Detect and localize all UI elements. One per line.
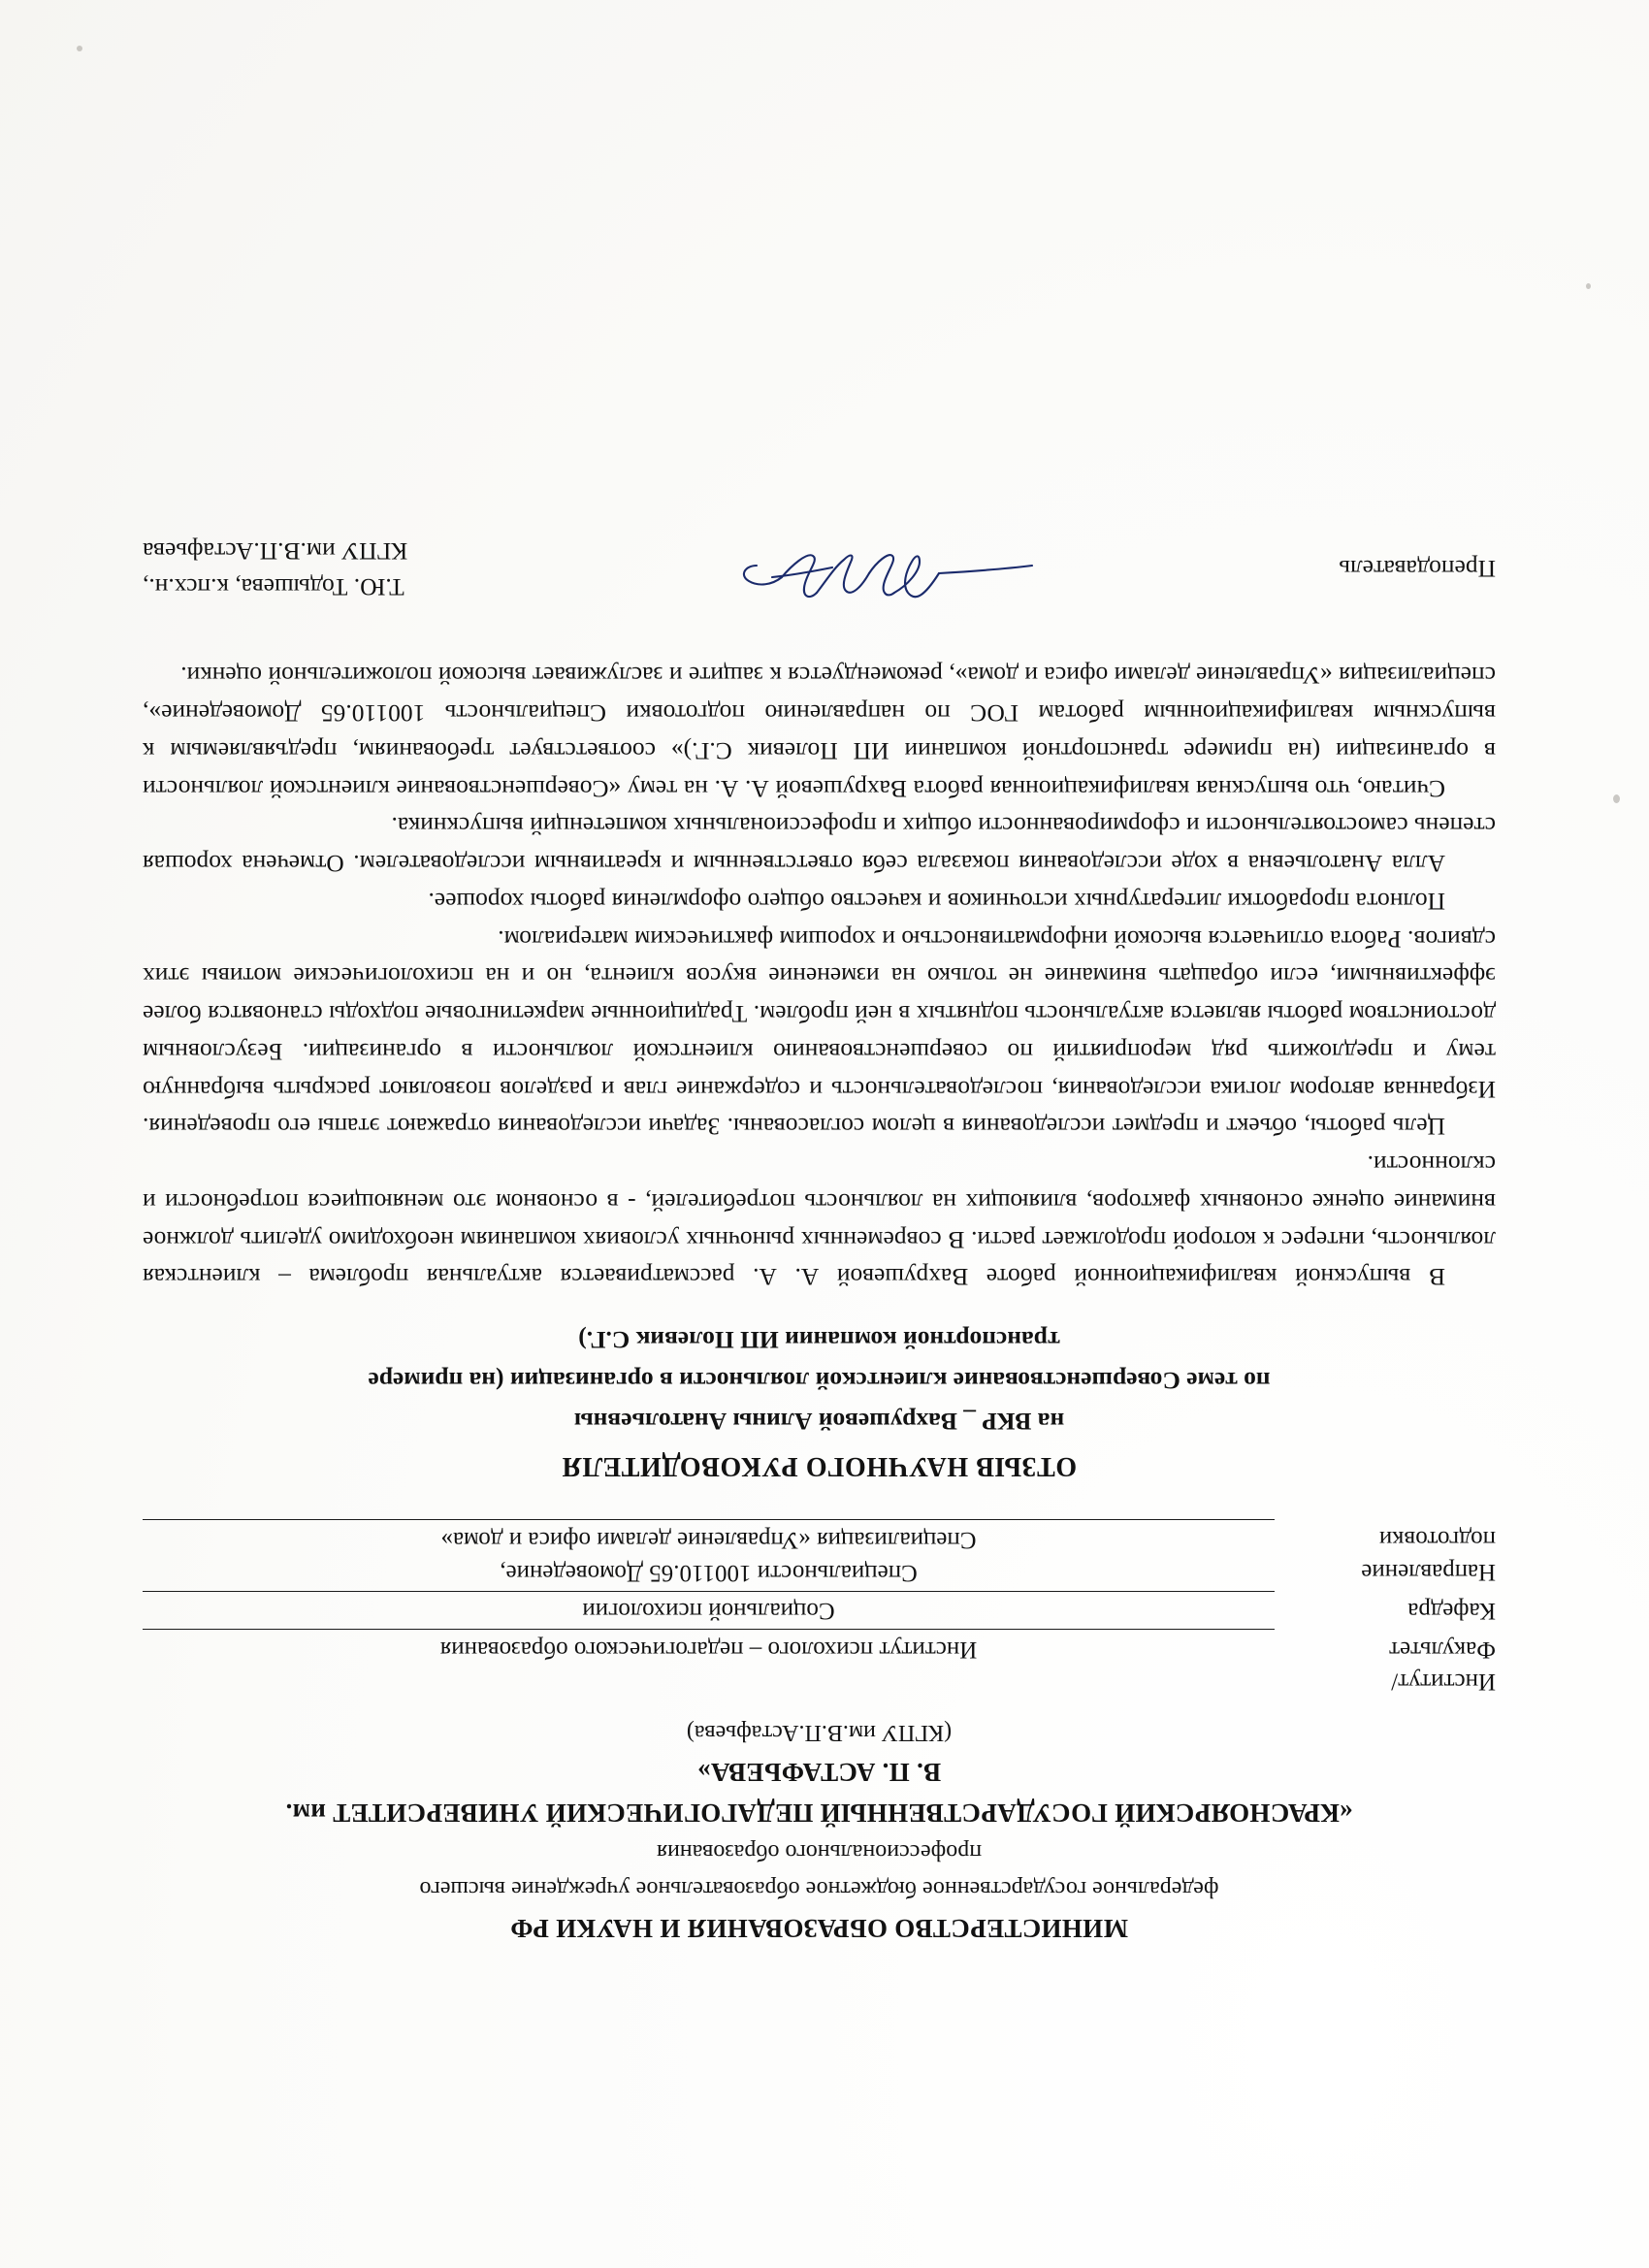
info-label-program (1275, 1520, 1496, 1592)
document-header (143, 1716, 1496, 1949)
review-body (143, 657, 1496, 1296)
paragraph: Алла Анатольевна в ходе исследования показала себя ответственным и креативным исследователем. Отмечена хорошая степень самостоятельности и сформированности общих и профессиональных компетенций выпускника. (143, 812, 1496, 879)
university-line-2: В. П. АСТАФЬЕВА» (696, 1758, 942, 1787)
info-value-line-1: Специальности 100110.65 Домоведение, (500, 1559, 918, 1586)
info-label-line-1: Направление (1361, 1559, 1496, 1586)
handwritten-signature (720, 542, 1040, 610)
subject-line: на ВКР _ Вахрушевой Алины Анатольевны (573, 1408, 1065, 1437)
ministry-line: МИНИСТЕРСТВО ОБРАЗОВАНИЯ И НАУКИ РФ (510, 1914, 1128, 1943)
info-label-department (1275, 1591, 1496, 1630)
table-row (143, 1630, 1496, 1701)
paragraph: Считаю, что выпускная квалификационная работа Вахрушевой А. А. на тему «Совершенствование клиентской лояльности в организации (на примере транспортной компании ИП Полевик С.Г.)» соответствует требованиям, предъявляемым к выпускным квалификационным работам ГОС по направлению подготовки Специальность 100110.65 Домоведение», специализация «Управление делами офиса и дома», рекомендуется к защите и заслуживает высокой положительной оценки. (143, 662, 1496, 803)
info-value-program (143, 1520, 1275, 1592)
paragraph: Полнота проработки литературных источников и качество общего оформления работы хорошее. (428, 888, 1445, 916)
info-label-line-2: Факультет (1389, 1636, 1496, 1663)
topic-line-1: по теме Совершенствование клиентской лояльности в организации (на примере (368, 1367, 1271, 1395)
scan-speck (1613, 794, 1620, 803)
paragraph: В выпускной квалификационной работе Вахрушевой А. А. рассматривается актуальная проблема – клиентская лояльность, интерес к которой продолжает расти. В современных рыночных условиях компаниям необходимо уделить должное внимание оценке основных факторов, влияющих на лояльность потребителей, - в основном это меняющиеся потребности и склонности. (143, 1150, 1496, 1292)
topic-line-2: транспортной компании ИП Полевик С.Г.) (578, 1325, 1060, 1354)
signature-affiliation: КГПУ им.В.П.Астафьева (143, 536, 408, 566)
org-type-line-2: профессионального образования (656, 1839, 983, 1865)
signature-name: Т.Ю. Тодышева, к.псх.н., (143, 572, 404, 601)
signature-block (143, 459, 1496, 604)
info-value-institute: Институт психолого – педагогического образования (143, 1630, 1275, 1701)
scan-speck (1586, 283, 1591, 289)
org-type-line-1: федеральное государственное бюджетное образовательное учреждение высшего (419, 1876, 1219, 1902)
document-info-table (143, 1519, 1496, 1700)
paragraph: Цель работы, объект и предмет исследования в целом согласованы. Задачи исследования отражают этапы его проведения. Избранная автором логика исследования, последовательность и содержание глав и разделов позволяют раскрыть выбранную тему и предложить ряд мероприятий по совершенствованию клиентской лояльности в организации. Безусловным достоинством работы является актуальность поднятых в ней проблем. Традиционные маркетинговые подходы становятся более эффективными, если обращать внимание не только на изменение вкусов клиента, но и на психологические мотивы этих сдвигов. Работа отличается высокой информативностью и хорошим фактическим материалом. (143, 924, 1496, 1142)
signature-details (143, 533, 407, 604)
info-value-line-2: Специализация «Управление делами офиса и дома» (440, 1527, 977, 1553)
info-label-line-1: Институт/ (1391, 1669, 1496, 1696)
table-row (143, 1520, 1496, 1592)
table-row (143, 1591, 1496, 1630)
signature-role: Преподаватель (1339, 554, 1496, 583)
scan-speck (77, 46, 82, 51)
info-label-institute (1275, 1630, 1496, 1701)
page-title: ОТЗЫВ НАУЧНОГО РУКОВОДИТЕЛЯ (561, 1451, 1078, 1482)
title-block (143, 1321, 1496, 1487)
university-line-1: «КРАСНОЯРСКИЙ ГОСУДАРСТВЕННЫЙ ПЕДАГОГИЧЕСКИЙ УНИВЕРСИТЕТ им. (285, 1798, 1353, 1829)
info-label-line-2: подготовки (1378, 1526, 1496, 1553)
info-value-department: Социальной психологии (143, 1591, 1275, 1630)
document-body (143, 459, 1496, 1948)
university-short-line: (КГПУ им.В.П.Астафьева) (686, 1720, 953, 1746)
info-label-line-1: Кафедра (1407, 1598, 1496, 1624)
